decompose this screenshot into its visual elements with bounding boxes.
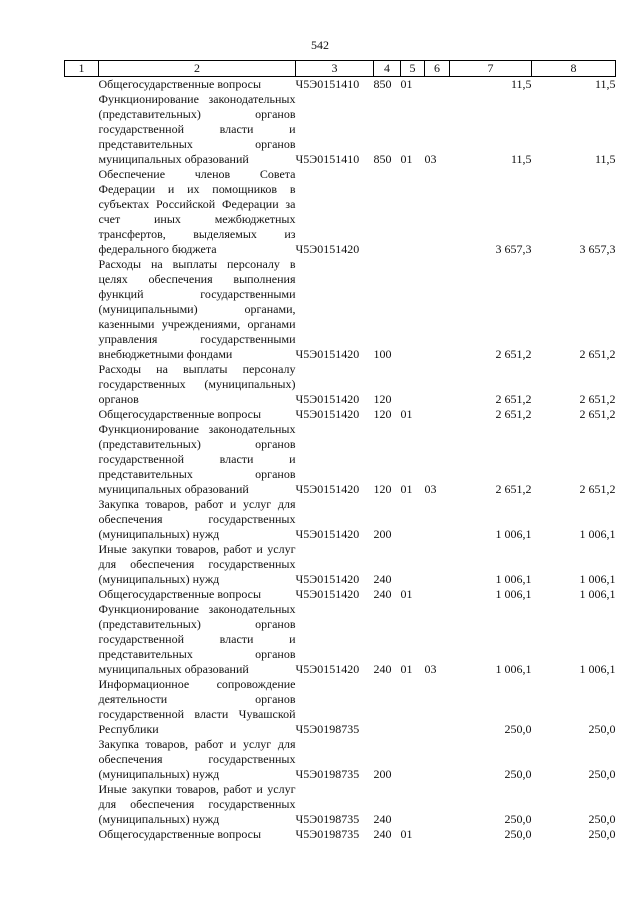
row-index-cell — [65, 362, 99, 407]
row-section-cell — [401, 362, 425, 407]
table-body — [65, 77, 616, 843]
row-expense-type-cell: 100 — [373, 347, 392, 361]
header-col-7: 7 — [450, 61, 532, 77]
table-row — [65, 782, 616, 827]
row-name-cell: Общегосударственные вопросы — [98, 407, 262, 421]
row-section-cell — [401, 737, 425, 782]
row-section-cell — [401, 257, 425, 362]
row-expense-type-cell: 240 — [373, 812, 392, 826]
row-subsection-cell: 03 — [424, 482, 437, 496]
table-row — [65, 677, 616, 737]
row-amount-2-cell: 1 006,1 — [579, 587, 616, 601]
row-amount-1-cell: 2 651,2 — [495, 392, 532, 406]
row-subsection-cell — [425, 782, 450, 827]
row-amount-1-cell: 1 006,1 — [495, 587, 532, 601]
page-number: 542 — [311, 38, 329, 52]
row-expense-type-cell: 120 — [373, 482, 392, 496]
row-code-cell: Ч5Э0151420 — [295, 572, 360, 586]
table-row — [65, 422, 616, 497]
row-amount-2-cell: 1 006,1 — [579, 527, 616, 541]
row-index-cell — [65, 602, 99, 677]
row-amount-2-cell: 3 657,3 — [579, 242, 616, 256]
row-name-cell: Закупка товаров, работ и услуг для обеспечения государственных (муниципальных) нужд — [98, 737, 296, 781]
row-subsection-cell: 03 — [424, 152, 437, 166]
row-expense-type-cell: 200 — [373, 527, 392, 541]
row-amount-1-cell: 2 651,2 — [495, 347, 532, 361]
row-index-cell — [65, 782, 99, 827]
row-amount-2-cell: 250,0 — [588, 812, 616, 826]
table-row — [65, 827, 616, 842]
row-amount-2-cell: 1 006,1 — [579, 572, 616, 586]
row-name-cell: Расходы на выплаты персоналу в целях обеспечения выполнения функций государственными (муниципальными) органами, казенными учреждениями, органами управления государственными внебюджетными фондами — [98, 257, 296, 361]
row-code-cell: Ч5Э0151420 — [295, 482, 360, 496]
row-code-cell: Ч5Э0198735 — [295, 767, 360, 781]
row-index-cell — [65, 827, 99, 842]
header-col-2: 2 — [99, 61, 296, 77]
row-section-cell: 01 — [400, 587, 413, 601]
table-row — [65, 542, 616, 587]
row-index-cell — [65, 677, 99, 737]
row-name-cell: Общегосударственные вопросы — [98, 827, 262, 841]
row-section-cell — [401, 677, 425, 737]
row-code-cell: Ч5Э0198735 — [295, 812, 360, 826]
table-row — [65, 587, 616, 602]
row-code-cell: Ч5Э0151410 — [295, 152, 360, 166]
row-code-cell: Ч5Э0198735 — [295, 827, 360, 841]
row-code-cell: Ч5Э0151420 — [295, 242, 360, 256]
header-col-6: 6 — [425, 61, 450, 77]
row-name-cell: Иные закупки товаров, работ и услуг для обеспечения государственных (муниципальных) нужд — [98, 542, 296, 586]
row-amount-2-cell: 11,5 — [594, 152, 616, 166]
row-amount-1-cell: 2 651,2 — [495, 482, 532, 496]
row-section-cell: 01 — [400, 407, 413, 421]
row-subsection-cell — [425, 827, 450, 842]
row-expense-type-cell: 850 — [373, 152, 392, 166]
row-name-cell: Функционирование законодательных (представительных) органов государственной власти и представительных органов муниципальных образований — [98, 602, 296, 676]
table-row — [65, 92, 616, 167]
header-col-8: 8 — [532, 61, 616, 77]
row-subsection-cell: 03 — [424, 662, 437, 676]
row-name-cell: Функционирование законодательных (представительных) органов государственной власти и представительных органов муниципальных образований — [98, 92, 296, 166]
row-code-cell: Ч5Э0151420 — [295, 392, 360, 406]
row-index-cell — [65, 257, 99, 362]
row-expense-type-cell: 120 — [373, 392, 392, 406]
row-code-cell: Ч5Э0151420 — [295, 662, 360, 676]
row-index-cell — [65, 542, 99, 587]
row-section-cell — [401, 542, 425, 587]
row-amount-2-cell: 250,0 — [588, 827, 616, 841]
table-row — [65, 602, 616, 677]
row-code-cell: Ч5Э0151420 — [295, 407, 360, 421]
row-name-cell: Общегосударственные вопросы — [98, 77, 262, 91]
table-row — [65, 407, 616, 422]
row-amount-1-cell: 250,0 — [504, 827, 532, 841]
row-section-cell — [401, 167, 425, 257]
row-subsection-cell — [425, 407, 450, 422]
row-expense-type-cell: 240 — [373, 827, 392, 841]
table-row — [65, 497, 616, 542]
row-section-cell: 01 — [400, 152, 413, 166]
header-col-5: 5 — [401, 61, 425, 77]
header-col-4: 4 — [374, 61, 401, 77]
row-code-cell: Ч5Э0151420 — [295, 527, 360, 541]
row-index-cell — [65, 422, 99, 497]
row-expense-type-cell: 240 — [373, 587, 392, 601]
row-amount-2-cell: 1 006,1 — [579, 662, 616, 676]
row-code-cell: Ч5Э0151410 — [295, 77, 360, 91]
row-name-cell: Иные закупки товаров, работ и услуг для обеспечения государственных (муниципальных) нужд — [98, 782, 296, 826]
row-amount-1-cell: 250,0 — [504, 812, 532, 826]
row-expense-type-cell: 120 — [373, 407, 392, 421]
table-row — [65, 362, 616, 407]
row-name-cell: Расходы на выплаты персоналу государственных (муниципальных) органов — [98, 362, 296, 406]
header-col-1: 1 — [65, 61, 99, 77]
table-header-row — [65, 61, 616, 77]
row-index-cell — [65, 737, 99, 782]
row-subsection-cell — [425, 167, 450, 257]
row-amount-1-cell: 1 006,1 — [495, 527, 532, 541]
row-amount-1-cell: 1 006,1 — [495, 572, 532, 586]
row-expense-type-cell: 240 — [373, 662, 392, 676]
row-section-cell — [401, 782, 425, 827]
row-subsection-cell — [425, 737, 450, 782]
row-section-cell: 01 — [400, 827, 413, 841]
row-amount-1-cell: 2 651,2 — [495, 407, 532, 421]
table-row — [65, 167, 616, 257]
row-subsection-cell — [425, 362, 450, 407]
row-subsection-cell — [425, 677, 450, 737]
row-amount-1-cell: 1 006,1 — [495, 662, 532, 676]
row-section-cell: 01 — [400, 77, 413, 91]
row-index-cell — [65, 407, 99, 422]
row-subsection-cell — [425, 497, 450, 542]
row-index-cell — [65, 92, 99, 167]
row-subsection-cell — [425, 587, 450, 602]
row-name-cell: Функционирование законодательных (представительных) органов государственной власти и представительных органов муниципальных образований — [98, 422, 296, 496]
row-amount-1-cell: 11,5 — [510, 77, 532, 91]
row-subsection-cell — [425, 257, 450, 362]
row-amount-2-cell: 250,0 — [588, 767, 616, 781]
row-expense-type-cell: 850 — [373, 77, 392, 91]
row-amount-1-cell: 250,0 — [504, 722, 532, 736]
header-col-3: 3 — [296, 61, 374, 77]
row-section-cell: 01 — [400, 482, 413, 496]
row-index-cell — [65, 167, 99, 257]
row-subsection-cell — [425, 77, 450, 93]
row-section-cell — [401, 497, 425, 542]
row-amount-2-cell: 2 651,2 — [579, 347, 616, 361]
row-code-cell: Ч5Э0198735 — [295, 722, 360, 736]
row-amount-2-cell: 250,0 — [588, 722, 616, 736]
row-name-cell: Закупка товаров, работ и услуг для обеспечения государственных (муниципальных) нужд — [98, 497, 296, 541]
row-expense-type-cell — [374, 167, 401, 257]
row-name-cell: Общегосударственные вопросы — [98, 587, 262, 601]
row-amount-2-cell: 2 651,2 — [579, 407, 616, 421]
row-expense-type-cell — [374, 677, 401, 737]
row-subsection-cell — [425, 542, 450, 587]
row-amount-1-cell: 250,0 — [504, 767, 532, 781]
row-section-cell: 01 — [400, 662, 413, 676]
row-code-cell: Ч5Э0151420 — [295, 587, 360, 601]
row-name-cell: Информационное сопровождение деятельности органов государственной власти Чувашской Республики — [98, 677, 296, 736]
table-row — [65, 77, 616, 93]
row-amount-2-cell: 11,5 — [594, 77, 616, 91]
budget-table — [64, 60, 616, 842]
row-amount-2-cell: 2 651,2 — [579, 392, 616, 406]
row-index-cell — [65, 497, 99, 542]
table-row — [65, 257, 616, 362]
row-expense-type-cell: 240 — [373, 572, 392, 586]
row-index-cell — [65, 587, 99, 602]
row-code-cell: Ч5Э0151420 — [295, 347, 360, 361]
row-amount-1-cell: 11,5 — [510, 152, 532, 166]
row-amount-1-cell: 3 657,3 — [495, 242, 532, 256]
table-row — [65, 737, 616, 782]
row-index-cell — [65, 77, 99, 93]
row-expense-type-cell: 200 — [373, 767, 392, 781]
row-name-cell: Обеспечение членов Совета Федерации и их помощников в субъектах Российской Федерации за счет иных межбюджетных трансфертов, выделяемых из федерального бюджета — [98, 167, 296, 256]
row-amount-2-cell: 2 651,2 — [579, 482, 616, 496]
